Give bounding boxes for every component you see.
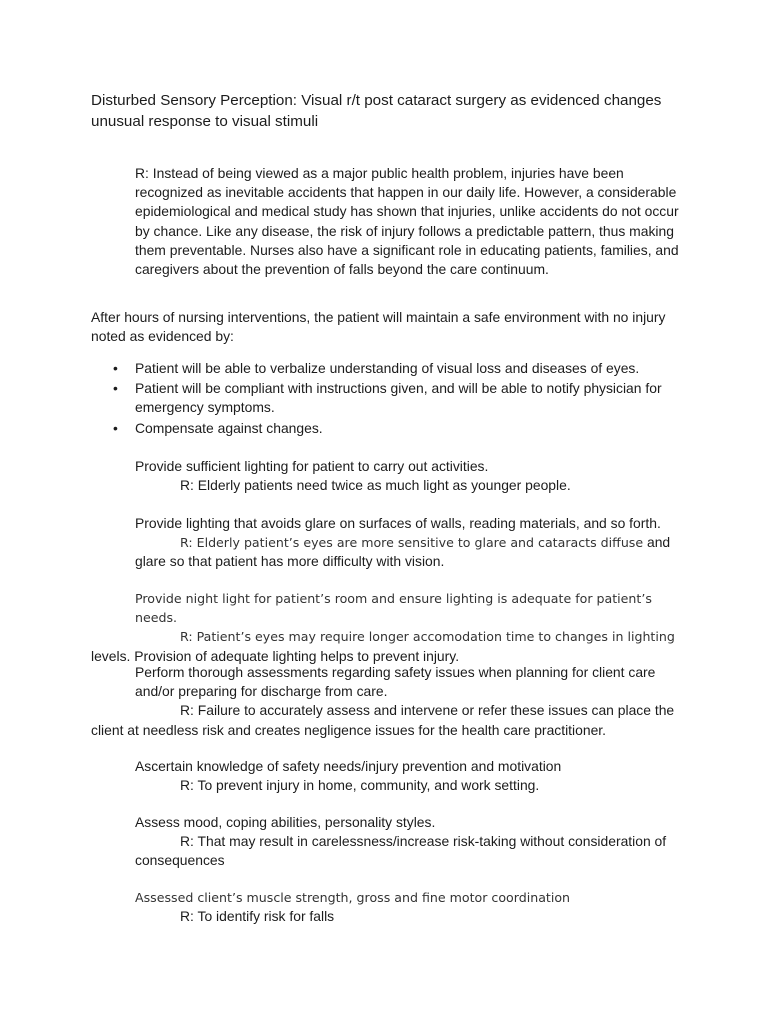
intervention-rationale: R: To prevent injury in home, community, and work setting. xyxy=(180,777,540,794)
intervention-block xyxy=(91,663,675,740)
intervention-action: Assess mood, coping abilities, personality styles. xyxy=(135,814,436,830)
goal-statement: After hours of nursing interventions, the patient will maintain a safe environment with no injury noted as evidenced by: xyxy=(91,309,666,345)
outcome-item: • Patient will be compliant with instructions given, and will be able to notify physician for emergency symptoms. xyxy=(91,379,681,417)
intervention-block xyxy=(135,888,685,926)
intervention-rationale-line xyxy=(135,476,685,495)
intervention-block xyxy=(91,589,695,666)
intervention-rationale: R: Patient’s eyes may require longer accomodation time to changes in lighting xyxy=(180,629,675,645)
intervention-rationale-line xyxy=(135,907,685,926)
intervention-action: Provide sufficient lighting for patient to carry out activities. xyxy=(135,458,489,474)
intervention-action: Provide night light for patient’s room and ensure lighting is adequate for patient’s needs. xyxy=(135,591,652,626)
intervention-block xyxy=(135,457,685,495)
intervention-block xyxy=(135,514,695,572)
intervention-rationale-line xyxy=(135,627,695,646)
intervention-rationale: R: That may result in carelessness/increase risk-taking without consideration of consequences xyxy=(135,833,667,869)
intervention-block xyxy=(135,813,675,871)
rationale-intro: R: Instead of being viewed as a major public health problem, injuries have been recognized as inevitable accidents that happen in our daily life. However, a considerable epidemiological and medical study has shown that injuries, unlike accidents do not occur by chance. Like any disease, the risk of injury follows a predictable pattern, thus making them preventable. Nurses also have a significant role in educating patients, families, and caregivers about the prevention of falls beyond the care continuum. xyxy=(135,165,679,278)
outcome-list xyxy=(91,359,681,439)
intervention-block xyxy=(135,757,685,795)
intervention-rationale-line xyxy=(91,701,681,739)
intervention-rationale-line xyxy=(135,776,685,795)
outcome-item: • Compensate against changes. xyxy=(91,419,681,438)
intervention-rationale: R: Elderly patients need twice as much light as younger people. xyxy=(180,477,571,494)
intervention-action: Ascertain knowledge of safety needs/injury prevention and motivation xyxy=(135,758,562,774)
intervention-rationale-cont: levels. Provision of adequate lighting helps to prevent injury. xyxy=(91,647,460,664)
outcome-item: • Patient will be able to verbalize understanding of visual loss and diseases of eyes. xyxy=(91,359,681,378)
intervention-rationale-line xyxy=(135,533,695,571)
intervention-rationale: R: Elderly patient’s eyes are more sensitive to glare and cataracts diffuse xyxy=(180,535,644,551)
intervention-rationale: R: To identify risk for falls xyxy=(180,908,335,925)
intervention-rationale-line xyxy=(135,832,675,870)
diagnosis-title: Disturbed Sensory Perception: Visual r/t post cataract surgery as evidenced changes unusual response to visual stimuli xyxy=(91,92,662,130)
intervention-rationale-cont: and glare so that patient has more difficulty with vision. xyxy=(135,534,671,570)
intervention-action: Assessed client’s muscle strength, gross and fine motor coordination xyxy=(135,890,571,905)
intervention-action: Provide lighting that avoids glare on surfaces of walls, reading materials, and so forth. xyxy=(135,515,661,531)
intervention-action: Perform thorough assessments regarding safety issues when planning for client care and/or preparing for discharge from care. xyxy=(135,664,656,700)
intervention-rationale: R: Failure to accurately assess and intervene or refer these issues can place the client at needless risk and creates negligence issues for the health care practitioner. xyxy=(91,702,675,738)
